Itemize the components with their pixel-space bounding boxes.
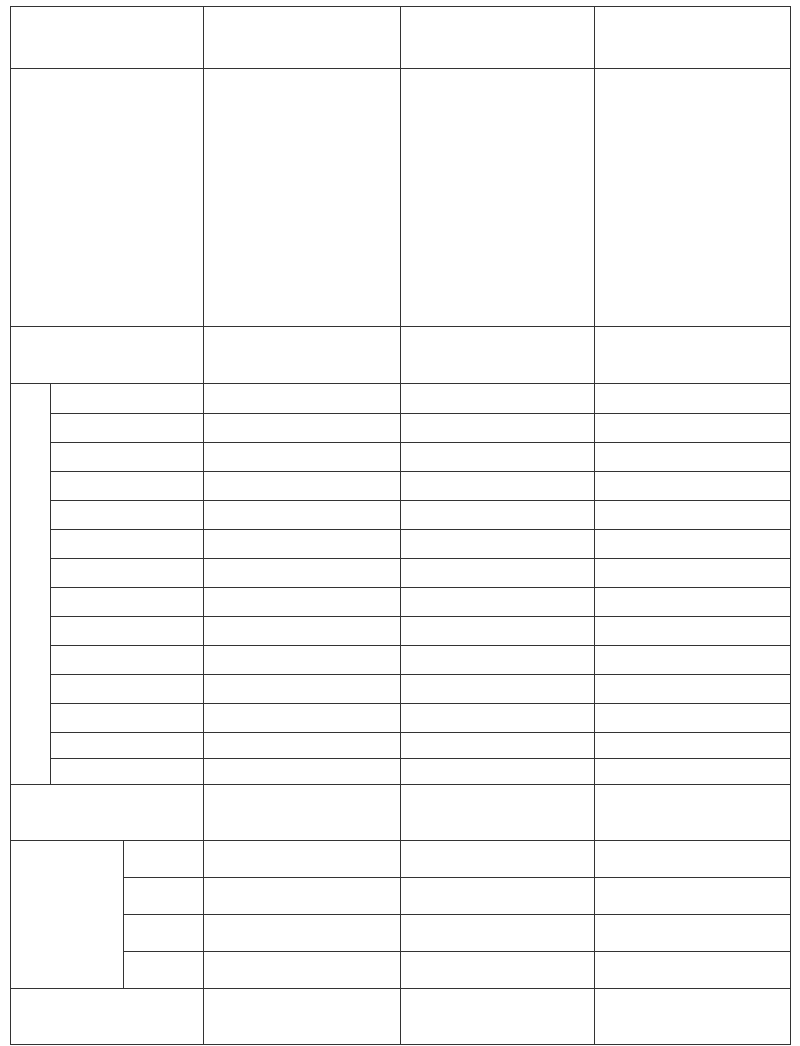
dimension-value [204, 878, 401, 915]
circuit-label [11, 69, 204, 327]
max-current-27 [595, 785, 791, 841]
component-qty [595, 501, 791, 530]
dimension-value [401, 878, 595, 915]
qty-header-26 [401, 384, 595, 414]
component-model [51, 646, 204, 675]
dimension-value [401, 952, 595, 989]
dimension-row [11, 952, 791, 989]
dimension-value [401, 915, 595, 952]
component-qty [204, 501, 401, 530]
component-header-row [11, 384, 791, 414]
component-qty [401, 414, 595, 443]
dimension-value [204, 952, 401, 989]
component-qty [401, 443, 595, 472]
scheme-number-label [11, 7, 204, 69]
component-qty [401, 559, 595, 588]
component-qty [595, 617, 791, 646]
usage-label [11, 327, 204, 384]
component-qty [401, 472, 595, 501]
component-qty [204, 646, 401, 675]
component-row [11, 530, 791, 559]
remarks-row [11, 989, 791, 1045]
component-qty [595, 530, 791, 559]
component-model [51, 472, 204, 501]
scheme-27-diagram [598, 71, 788, 321]
component-model [51, 588, 204, 617]
component-qty [595, 559, 791, 588]
component-model [51, 559, 204, 588]
component-qty [595, 759, 791, 785]
remarks-26 [401, 989, 595, 1045]
component-qty [401, 530, 595, 559]
component-model [51, 704, 204, 733]
component-qty [204, 704, 401, 733]
component-qty [204, 559, 401, 588]
scheme-number-25 [204, 7, 401, 69]
scheme-number-26 [401, 7, 595, 69]
component-qty [204, 617, 401, 646]
component-qty [401, 759, 595, 785]
component-qty [204, 443, 401, 472]
scheme-25-diagram [207, 71, 397, 321]
component-model [51, 530, 204, 559]
component-qty [401, 733, 595, 759]
component-qty [401, 588, 595, 617]
component-qty [595, 472, 791, 501]
spec-table [10, 6, 791, 1045]
dimension-value [204, 915, 401, 952]
component-qty [204, 675, 401, 704]
component-qty [401, 646, 595, 675]
component-qty [595, 588, 791, 617]
component-row [11, 501, 791, 530]
component-model [51, 733, 204, 759]
component-row [11, 588, 791, 617]
component-model [51, 501, 204, 530]
usage-26 [401, 327, 595, 384]
component-qty [204, 414, 401, 443]
header-row [11, 7, 791, 69]
component-qty [595, 675, 791, 704]
circuit-diagram-cell-27 [595, 69, 791, 327]
dimension-value [595, 915, 791, 952]
component-qty [595, 414, 791, 443]
qty-header-25 [204, 384, 401, 414]
remarks-25 [204, 989, 401, 1045]
component-model [51, 443, 204, 472]
max-current-25 [204, 785, 401, 841]
circuit-diagram-cell-26 [401, 69, 595, 327]
usage-25 [204, 327, 401, 384]
spec-header [51, 384, 204, 414]
qty-header-27 [595, 384, 791, 414]
component-model [51, 414, 204, 443]
remarks-label [11, 989, 204, 1045]
dimensions-label [11, 841, 124, 989]
component-model [51, 675, 204, 704]
component-qty [204, 733, 401, 759]
dimension-value [595, 952, 791, 989]
component-qty [204, 472, 401, 501]
components-group-label [11, 384, 51, 785]
circuit-row [11, 69, 791, 327]
cabinet-model [124, 915, 204, 952]
component-row [11, 704, 791, 733]
component-qty [595, 646, 791, 675]
cabinet-model [124, 952, 204, 989]
max-current-26 [401, 785, 595, 841]
component-qty [204, 759, 401, 785]
component-row [11, 443, 791, 472]
component-row [11, 472, 791, 501]
component-qty [401, 501, 595, 530]
usage-row [11, 327, 791, 384]
scheme-number-27 [595, 7, 791, 69]
dimension-row [11, 841, 791, 878]
component-model [51, 617, 204, 646]
component-row [11, 617, 791, 646]
max-current-label [11, 785, 204, 841]
component-qty [401, 617, 595, 646]
dimension-row [11, 878, 791, 915]
circuit-diagram-cell-25 [204, 69, 401, 327]
component-model [51, 759, 204, 785]
component-row [11, 675, 791, 704]
component-qty [204, 530, 401, 559]
component-qty [595, 733, 791, 759]
dimension-value [595, 841, 791, 878]
dimension-row [11, 915, 791, 952]
current-row [11, 785, 791, 841]
dimension-value [401, 841, 595, 878]
component-row [11, 733, 791, 759]
dimension-value [595, 878, 791, 915]
usage-27 [595, 327, 791, 384]
cabinet-model [124, 878, 204, 915]
component-qty [204, 588, 401, 617]
component-qty [401, 704, 595, 733]
component-row [11, 414, 791, 443]
cabinet-model [124, 841, 204, 878]
remarks-27 [595, 989, 791, 1045]
dimension-value [204, 841, 401, 878]
component-qty [595, 704, 791, 733]
component-row [11, 559, 791, 588]
component-qty [595, 443, 791, 472]
component-row [11, 759, 791, 785]
scheme-26-diagram [403, 71, 593, 321]
component-qty [401, 675, 595, 704]
component-row [11, 646, 791, 675]
